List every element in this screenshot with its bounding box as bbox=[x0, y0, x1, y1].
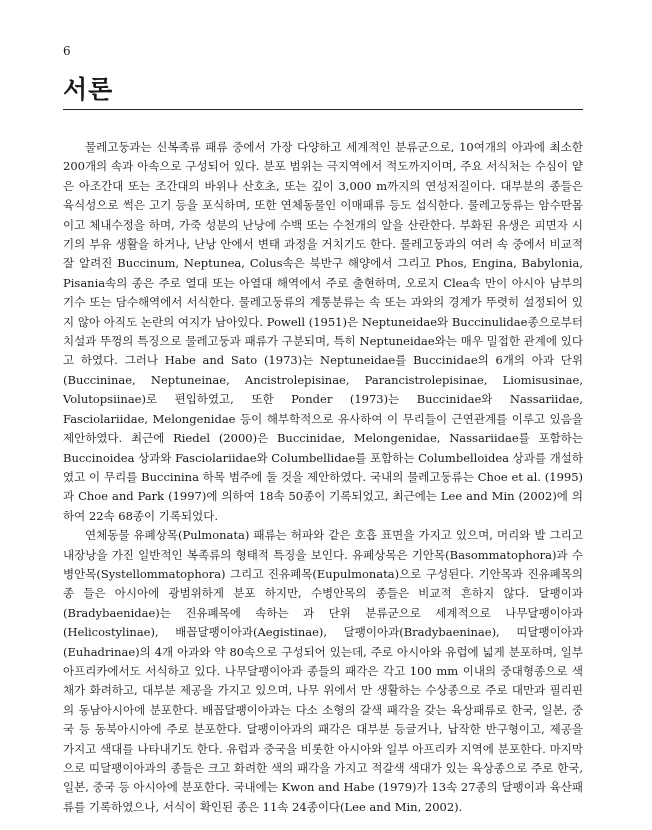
page-number: 6 bbox=[63, 44, 71, 58]
paragraph-buccinidae: 물레고둥과는 신복족류 패류 중에서 가장 다양하고 세계적인 분류군으로, 10여개의 아과에 최소한 200개의 속과 아속으로 구성되어 있다. 분포 범위는 극지역에서 적도까지이며, 주요 서식처는 수심이 얕은 아조간대 또는 조간대의 바위나 산호초, 또는 깊이 3,000 m까지의 연성저질이다. 대부분의 종들은 육식성으로 썩은 고기 등을 포식하며, 또한 연체동물인 이매패류 등도 섭식한다. 물레고둥류는 암수딴몸이고 체내수정을 하며, 가죽 성분의 난낭에 수백 또는 수천개의 알을 산란한다. 부화된 유생은 피면자 시기의 부유 생활을 하거나, 난낭 안에서 변태 과정을 거치기도 한다. 물레고둥과의 여러 속 중에서 비교적 잘 알려진 Buccinum, Neptunea, Colus속은 북반구 해양에서 그리고 Phos, Engina, Babylonia, Pisania속의 종은 주로 열대 또는 아열대 해역에서 주로 출현하며, 오로지 Clea속 만이 아시아 남부의 기수 또는 담수해역에서 서식한다. 물레고둥류의 계통분류는 속 또는 과와의 경계가 뚜렷히 설정되어 있지 않아 아직도 논란의 여지가 남아있다. Powell (1951)은 Neptuneidae와 Buccinulidae종으로부터 치설과 뚜껑의 특징으로 물레고둥과 패류가 구분되며, 특히 Neptuneidae와는 매우 밀접한 관계에 있다고 하였다. 그러나 Habe and Sato (1973)는 Neptuneidae를 Buccinidae의 6개의 아과 단위(Buccininae, Neptuneinae, Ancistrolepisinae, Parancistrolepisinae, Liomisusinae, Volutopsiinae)로 편입하였고, 또한 Ponder (1973)는 Buccinidae와 Nassariidae, Fasciolariidae, Melongenidae 등이 해부학적으로 유사하여 이 무리들이 근연관계를 이루고 있음을 제안하였다. 최근에 Riedel (2000)은 Buccinidae, Melongenidae, Nassariidae를 포함하는 Buccinoidea 상과와 Fasciolariidae와 Columbellidae를 포함하는 Columbelloidea 상과를 개설하였고 이 무리를 Buccinina 하목 범주에 둘 것을 제안하였다. 국내의 물레고둥류는 Choe et al. (1995)과 Choe and Park (1997)에 의하여 18속 50종이 기록되었고, 최근에는 Lee and Min (2002)에 의하여 22속 68종이 기록되었다. bbox=[63, 140, 583, 523]
section-heading: 서론 bbox=[63, 75, 114, 104]
body-text bbox=[63, 138, 583, 817]
paragraph-pulmonata: 연체동물 유폐상목(Pulmonata) 패류는 허파와 같은 호흡 표면을 가지고 있으며, 머리와 발 그리고 내장낭을 가진 일반적인 복족류의 형태적 특징을 보인다. 유폐상목은 기안목(Basommatophora)과 수병안목(Systellommatophora) 그리고 진유폐목(Eupulmonata)으로 구성된다. 기안목과 진유폐목의 종 들은 아시아에 광범위하게 분포 하지만, 수병안목의 종들은 비교적 흔하지 않다. 달팽이과(Bradybaenidae)는 진유폐목에 속하는 과 단위 분류군으로 세계적으로 나무달팽이아과(Helicostylinae), 배꼽달팽이아과(Aegistinae), 달팽이아과(Bradybaeninae), 띠달팽이아과(Euhadrinae)의 4개 아과와 약 80속으로 구성되어 있는데, 주로 아시아와 유럽에 넓게 분포하며, 일부 아프리카에서도 서식하고 있다. 나무달팽이아과 종들의 패각은 각고 100 mm 이내의 중대형종으로 색채가 화려하고, 대부분 제공을 가지고 있으며, 나무 위에서 만 생활하는 수상종으로 주로 대만과 필리핀의 동남아시아에 분포한다. 배꼽달팽이아과는 다소 소형의 갈색 패각을 갖는 육상패류로 한국, 일본, 중국 등 동북아시아에 주로 분포한다. 달팽이아과의 패각은 대부분 등글거나, 납작한 반구형이고, 제공을 가지고 색대를 나타내기도 한다. 유럽과 중국을 비롯한 아시아와 일부 아프리카 지역에 분포한다. 마지막으로 띠달팽이아과의 종들은 크고 화려한 색의 패각을 가지고 적갈색 색대가 있는 육상종으로 주로 한국, 일본, 중국 등 아시아에 분포한다. 국내에는 Kwon and Habe (1979)가 13속 27종의 달팽이과 육산패류를 기록하였으나, 서식이 확인된 종은 11속 24종이다(Lee and Min, 2002). bbox=[63, 528, 583, 814]
heading-rule bbox=[63, 109, 583, 110]
